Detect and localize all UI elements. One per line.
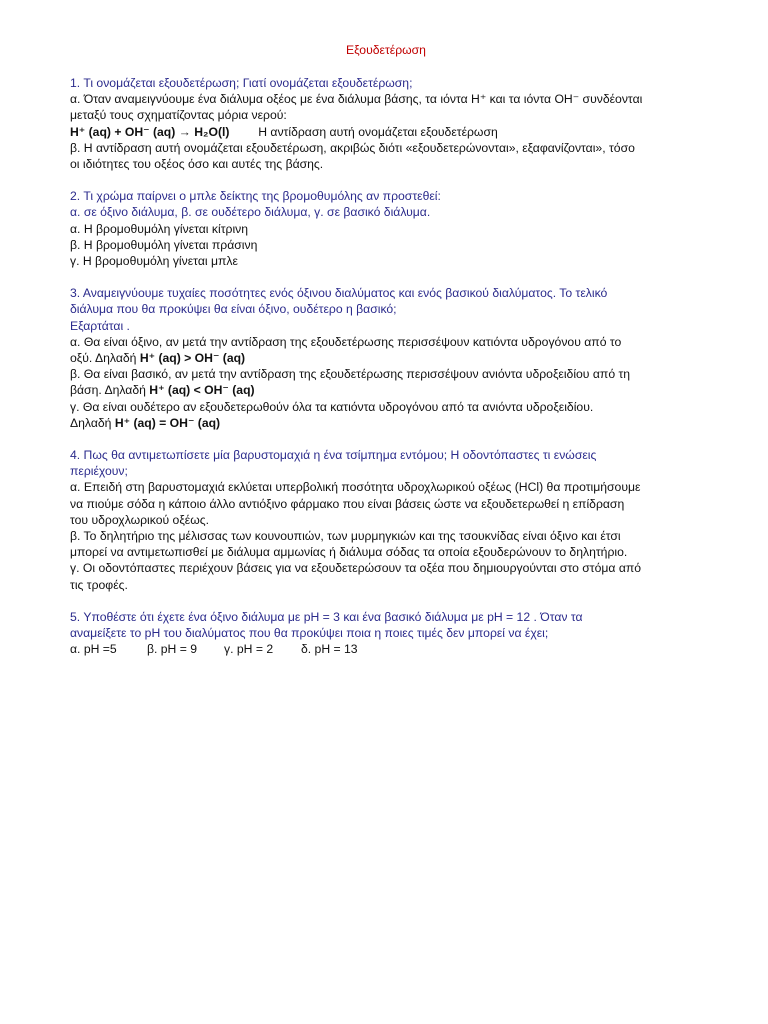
answer-4a-line-2: να πιούμε σόδα η κάποιο άλλο αντιόξινο φάρμακο που είναι βάσεις ώστε να εξουδετερωθεί η επίδραση bbox=[70, 496, 625, 511]
option-b: β. pH = 9 bbox=[147, 642, 198, 657]
answer-3c-expression: Η⁺ (aq) = OH⁻ (aq) bbox=[114, 415, 221, 430]
answer-3b-prefix: βάση. Δηλαδή bbox=[70, 383, 150, 398]
document-title: Εξουδετέρωση bbox=[346, 43, 426, 57]
question-3-line-2: διάλυμα που θα προκύψει θα είναι όξινο, ουδέτερο η βασικό; bbox=[70, 302, 397, 317]
section-4 bbox=[70, 447, 702, 593]
question-1: 1. Τι ονομάζεται εξουδετέρωση; Γιατί ονομάζεται εξουδετέρωση; bbox=[70, 76, 413, 90]
answer-4b-line-2: μπορεί να αντιμετωπισθεί με διάλυμα αμμωνίας ή διάλυμα σόδας τα οποία εξουδερώνουν το δηλητήριο. bbox=[70, 545, 628, 560]
question-2-subparts: α. σε όξινο διάλυμα, β. σε ουδέτερο διάλυμα, γ. σε βασικό διάλυμα. bbox=[70, 205, 431, 220]
answer-4a-line-3: του υδροχλωρικού οξέως. bbox=[70, 512, 209, 527]
answer-3c-prefix: Δηλαδή bbox=[70, 415, 115, 430]
question-4-line-2: περιέχουν; bbox=[70, 464, 128, 479]
answer-4c-line-1: γ. Οι οδοντόπαστες περιέχουν βάσεις για να εξουδετερώσουν τα οξέα που δημιουργούνται στο στόμα από bbox=[70, 561, 642, 576]
answer-4c-line-2: τις τροφές. bbox=[70, 577, 128, 592]
question-4-line-1: 4. Πως θα αντιμετωπίσετε μία βαρυστομαχιά η ένα τσίμπημα εντόμου; Η οδοντόπαστες τι ενώσεις bbox=[70, 448, 597, 463]
answer-4a-line-1: α. Επειδή στη βαρυστομαχιά εκλύεται υπερβολική ποσότητα υδροχλωρικού οξέως (HCl) θα προτιμήσουμε bbox=[70, 480, 641, 495]
answer-2a: α. Η βρομοθυμόλη γίνεται κίτρινη bbox=[70, 221, 249, 236]
option-c: γ. pH = 2 bbox=[224, 642, 274, 657]
answer-options-row bbox=[70, 641, 702, 657]
answer-3a-prefix: οξύ. Δηλαδή bbox=[70, 351, 140, 366]
answer-3a-expression: Η⁺ (aq) > OH⁻ (aq) bbox=[139, 351, 246, 366]
answer-3b-line-1: β. Θα είναι βασικό, αν μετά την αντίδραση της εξουδετέρωσης περισσέψουν ανιόντα υδροξειδίου από τη bbox=[70, 367, 631, 382]
question-5-line-1: 5. Υποθέστε ότι έχετε ένα όξινο διάλυμα με pH = 3 και ένα βασικό διάλυμα με pH = 12 . Όταν τα bbox=[70, 609, 583, 624]
question-3-line-1: 3. Αναμειγνύουμε τυχαίες ποσότητες ενός όξινου διαλύματος και ενός βασικού διαλύματος. Το τελικό bbox=[70, 286, 608, 301]
document-page bbox=[70, 42, 702, 674]
answer-1a-line-2: μεταξύ τους σχηματίζοντας μόρια νερού: bbox=[70, 108, 287, 123]
answer-2c: γ. Η βρομοθυμόλη γίνεται μπλε bbox=[70, 254, 238, 269]
answer-3b-expression: Η⁺ (aq) < OH⁻ (aq) bbox=[149, 383, 255, 398]
section-5 bbox=[70, 609, 702, 658]
section-3 bbox=[70, 285, 702, 431]
answer-3c-line-2 bbox=[70, 415, 702, 431]
answer-1b-line-1: β. Η αντίδραση αυτή ονομάζεται εξουδετέρωση, ακριβώς διότι «εξουδετερώνονται», εξαφανίζονται», τόσο bbox=[70, 140, 635, 155]
answer-1b-line-2: οι ιδιότητες του οξέος όσο και αυτές της βάσης. bbox=[70, 157, 324, 172]
equation-note: Η αντίδραση αυτή ονομάζεται εξουδετέρωση bbox=[258, 124, 498, 139]
question-2: 2. Τι χρώμα παίρνει ο μπλε δείκτης της βρομοθυμόλης αν προστεθεί: bbox=[70, 189, 441, 204]
answer-1a-line-1: α. Όταν αναμειγνύουμε ένα διάλυμα οξέος με ένα διάλυμα βάσης, τα ιόντα Η⁺ και τα ιόντα ΟΗ⁻ συνδέονται bbox=[70, 92, 643, 107]
option-a: α. pH =5 bbox=[70, 642, 117, 657]
section-2 bbox=[70, 188, 702, 269]
answer-3a-line-2 bbox=[70, 350, 702, 366]
answer-3c-line-1: γ. Θα είναι ουδέτερο αν εξουδετερωθούν όλα τα κατιόντα υδρογόνου από τα ανιόντα υδροξειδίου. bbox=[70, 399, 594, 414]
answer-3-depends: Εξαρτάται . bbox=[70, 318, 130, 333]
section-1 bbox=[70, 75, 702, 172]
answer-2b: β. Η βρομοθυμόλη γίνεται πράσινη bbox=[70, 237, 258, 252]
question-5-line-2: αναμείξετε το pH του διαλύματος που θα προκύψει ποια η ποιες τιμές δεν μπορεί να έχει; bbox=[70, 626, 549, 641]
neutralization-equation-row bbox=[70, 124, 702, 140]
answer-3b-line-2 bbox=[70, 382, 702, 398]
answer-3a-line-1: α. Θα είναι όξινο, αν μετά την αντίδραση της εξουδετέρωσης περισσέψουν κατιόντα υδρογόνου από το bbox=[70, 334, 622, 349]
answer-4b-line-1: β. Το δηλητήριο της μέλισσας των κουνουπιών, των μυρμηγκιών και της τσουκνίδας είναι όξινο και έτσι bbox=[70, 529, 621, 544]
option-d: δ. pH = 13 bbox=[301, 642, 358, 657]
neutralization-equation: Η⁺ (aq) + OH⁻ (aq) → H₂O(l) bbox=[70, 124, 230, 139]
